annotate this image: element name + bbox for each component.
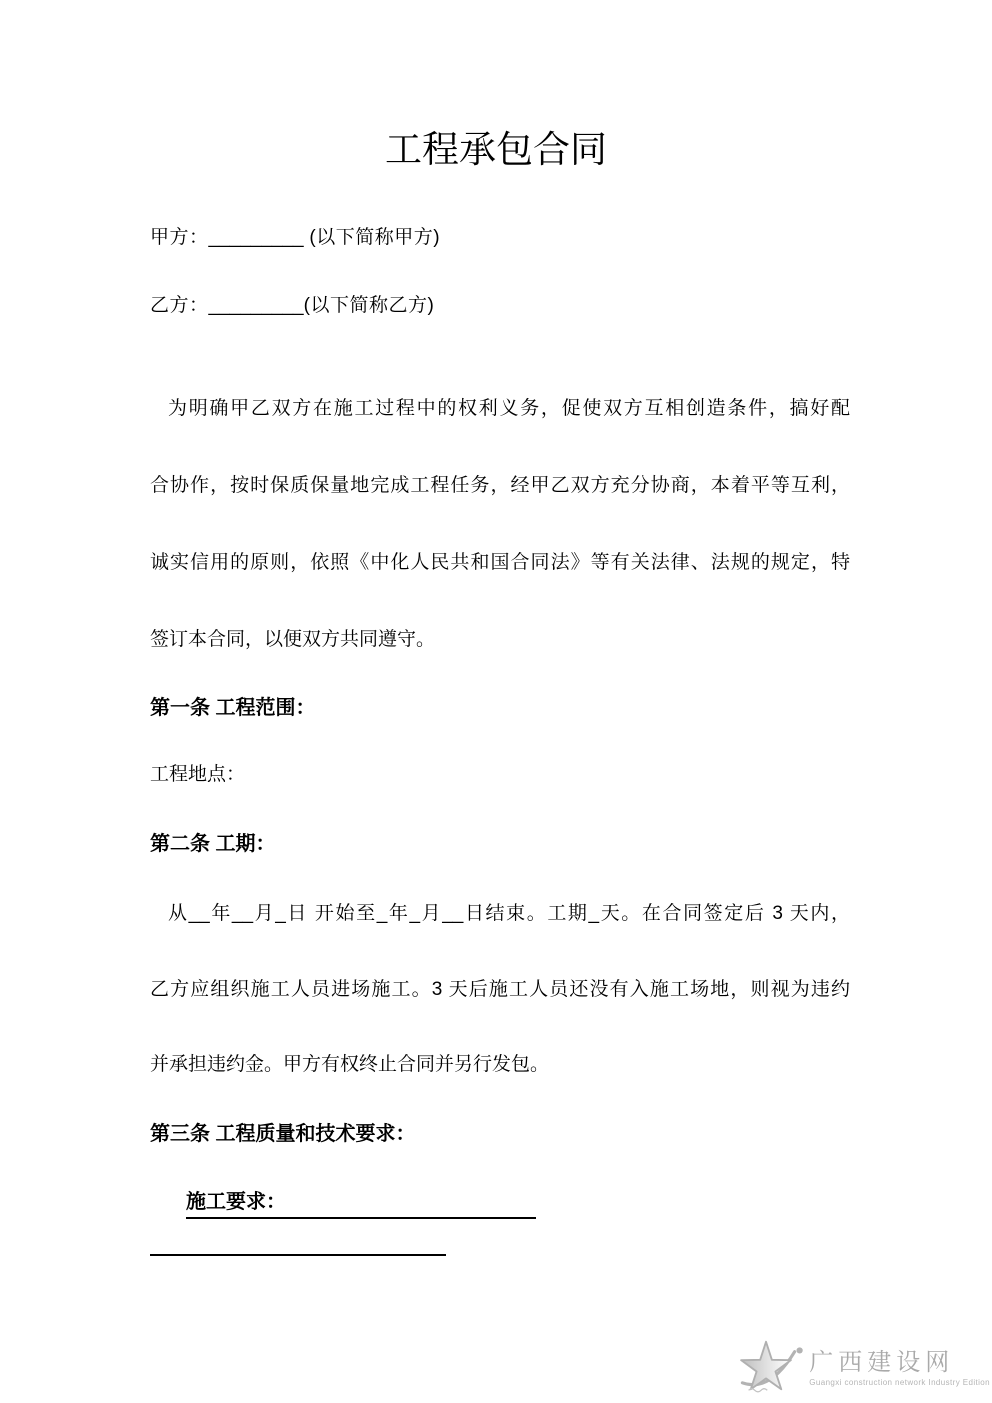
watermark-site-name: 广西建设网: [809, 1349, 955, 1377]
party-a-label: 甲方：: [150, 227, 209, 248]
preamble-line-2: 合协作，按时保质保量地完成工程任务，经甲乙双方充分协商，本着平等互利，: [150, 475, 850, 496]
clause-2-line-1: 从__年__月_日 开始至_年_月__日结束。工期_天。在合同签定后 3 天内，: [168, 903, 850, 924]
party-b-blank: _________: [208, 295, 304, 316]
watermark-tagline: Guangxi construction network Industry Edition: [809, 1377, 990, 1387]
party-a-note: (以下简称甲方): [303, 227, 441, 248]
clause-3-heading: 第三条 工程质量和技术要求：: [150, 1123, 416, 1145]
preamble-line-4: 签订本合同，以便双方共同遵守。: [150, 629, 436, 650]
party-a-blank: _________: [208, 227, 304, 248]
star-logo-icon: [733, 1338, 809, 1399]
construction-requirements-field: [186, 1185, 536, 1219]
requirements-blank-extension: [286, 1207, 536, 1208]
clause-2-heading: 第二条 工期：: [150, 833, 276, 855]
construction-requirements-label: 施工要求：: [186, 1191, 286, 1213]
preamble-line-3: 诚实信用的原则，依照《中化人民共和国合同法》等有关法律、法规的规定，特: [150, 552, 850, 573]
party-a-line: [150, 225, 850, 251]
party-b-line: [150, 293, 850, 319]
clause-2-line-2: 乙方应组织施工人员进场施工。3 天后施工人员还没有入施工场地，则视为违约: [150, 979, 850, 1000]
page-title: 工程承包合同: [385, 129, 607, 170]
party-b-label: 乙方：: [150, 295, 209, 316]
clause-2-line-3: 并承担违约金。甲方有权终止合同并另行发包。: [150, 1054, 550, 1075]
party-b-note: (以下简称乙方): [303, 295, 435, 316]
site-watermark: [733, 1338, 990, 1399]
project-location-label: 工程地点：: [150, 764, 246, 785]
blank-fill-line: [150, 1238, 446, 1256]
clause-1-heading: 第一条 工程范围：: [150, 697, 316, 719]
watermark-text: [809, 1350, 990, 1386]
preamble-line-1: 为明确甲乙双方在施工过程中的权利义务，促使双方互相创造条件，搞好配: [168, 398, 850, 419]
